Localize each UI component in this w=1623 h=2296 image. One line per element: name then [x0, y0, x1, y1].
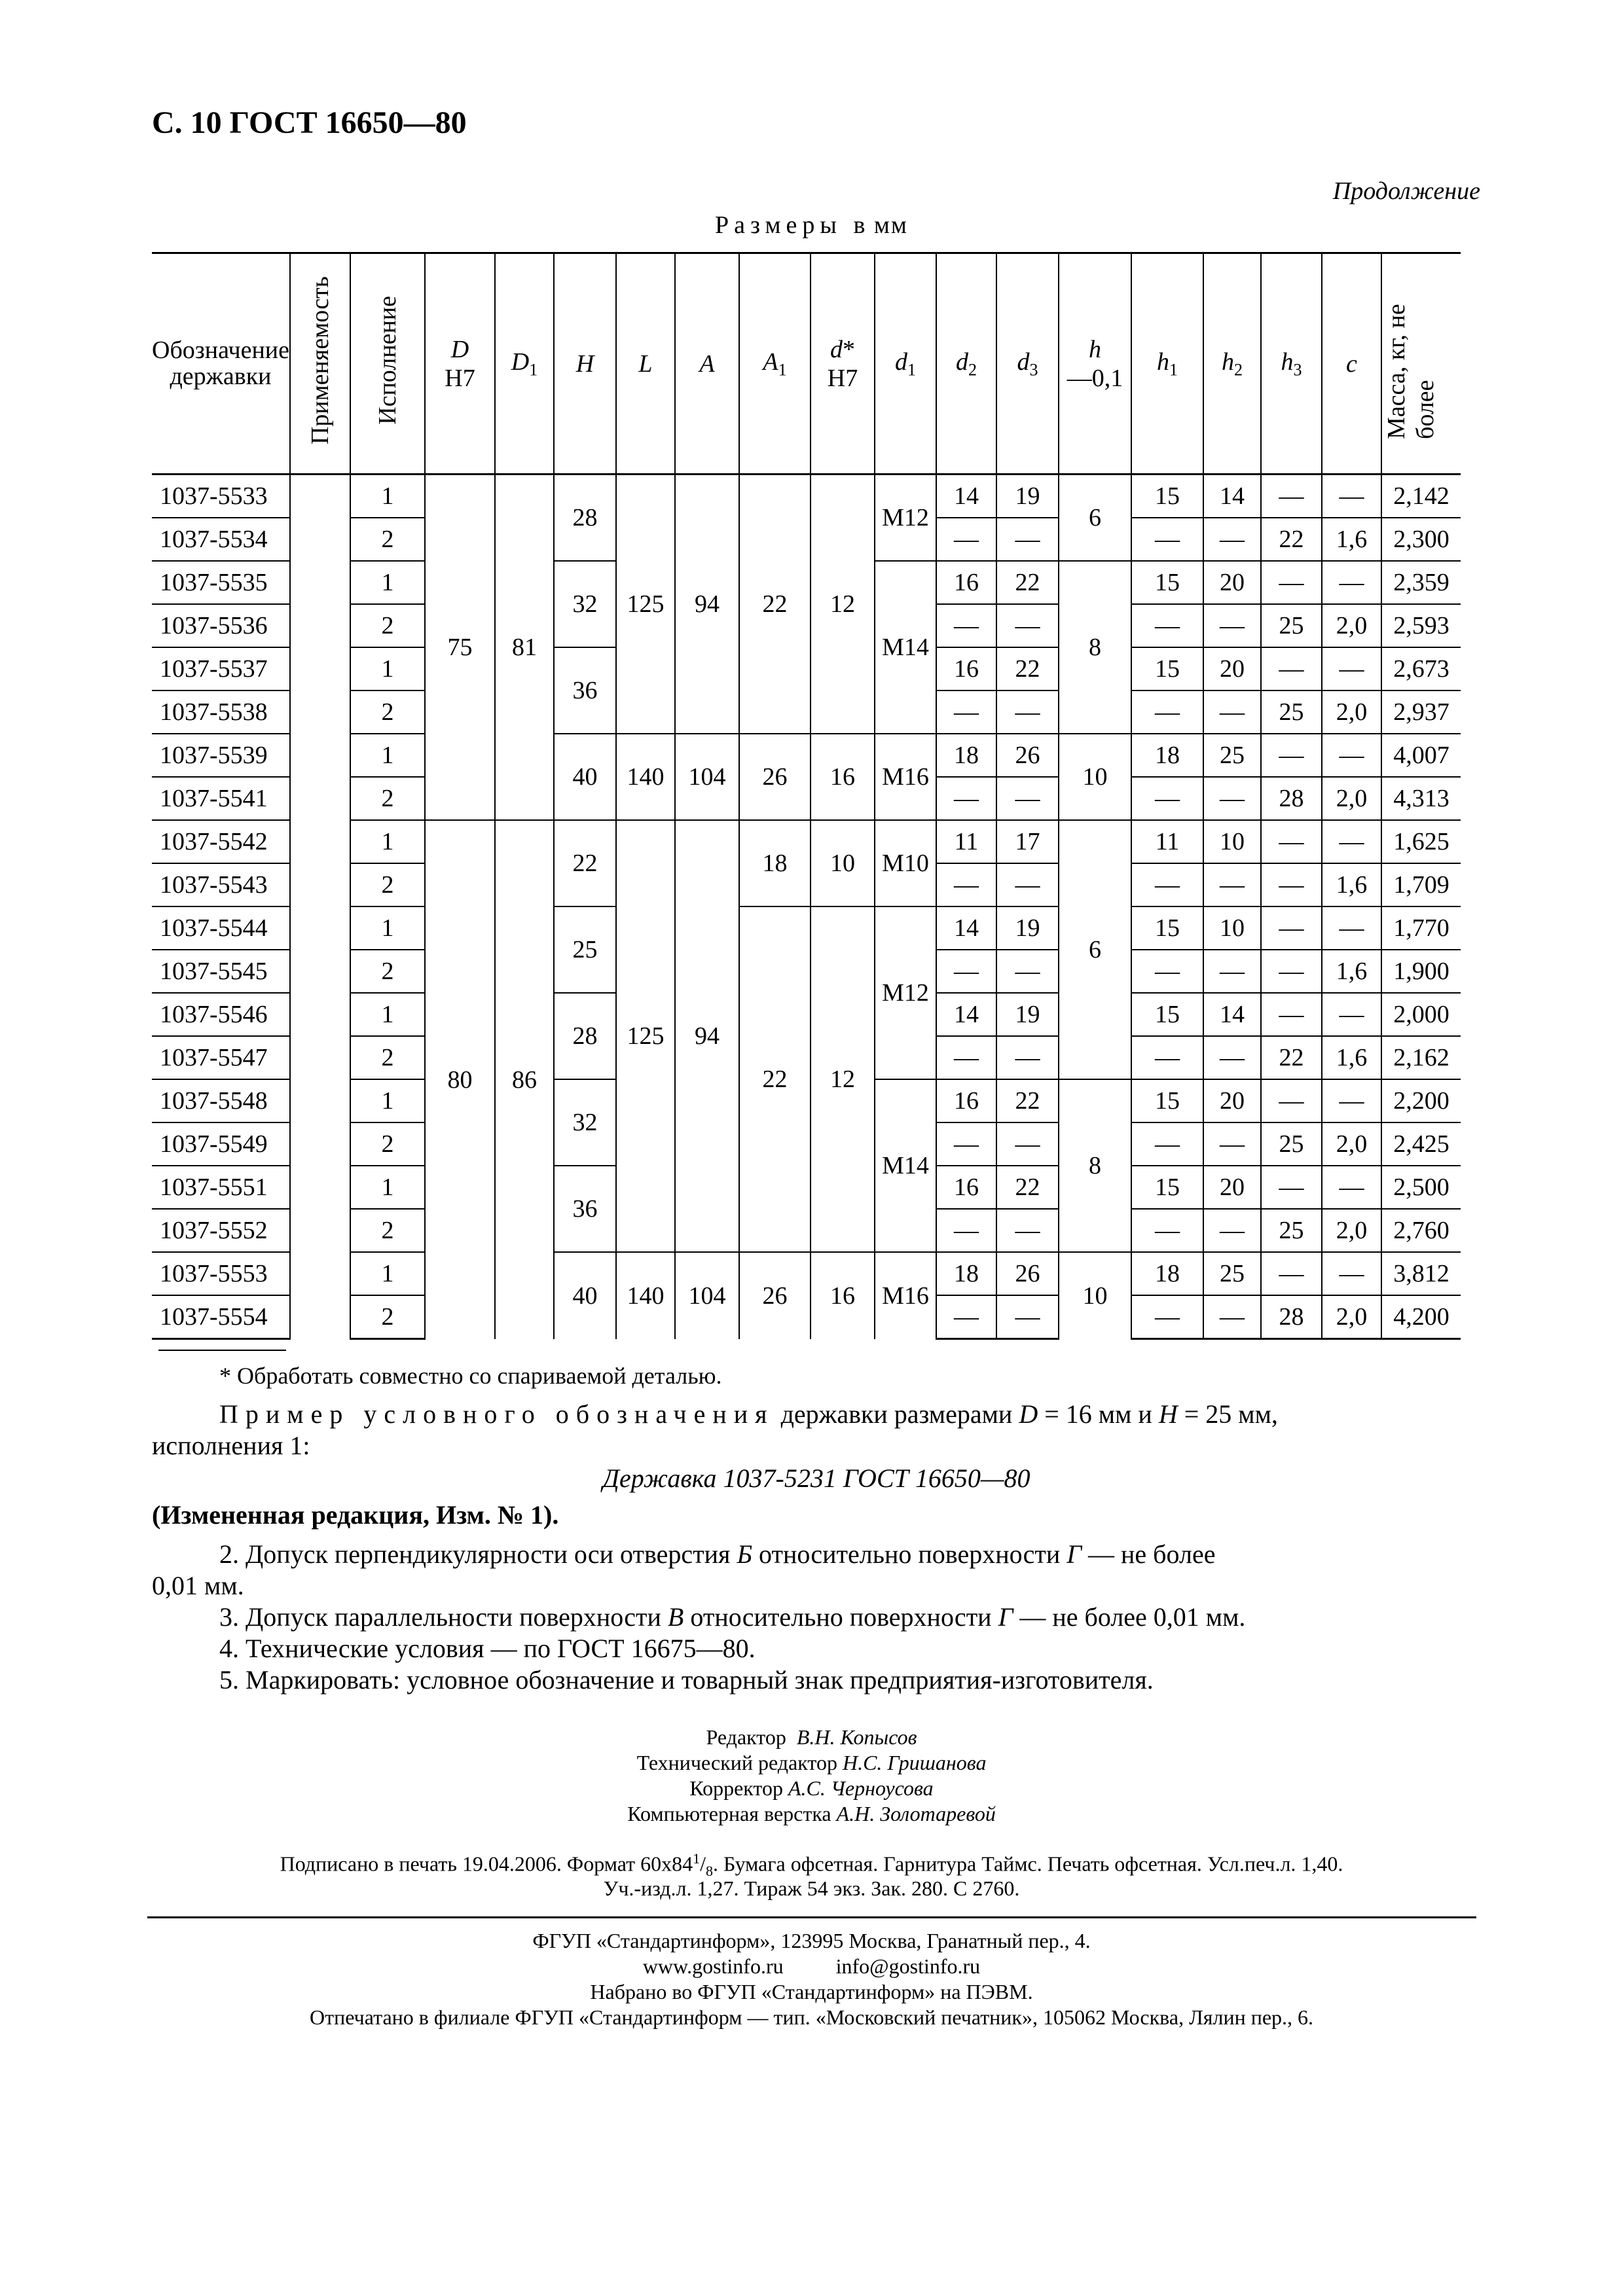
cell-c: —	[1322, 1079, 1381, 1122]
cell-h: 8	[1059, 1079, 1131, 1252]
cell-execution: 1	[350, 647, 425, 691]
cell-d2: —	[936, 777, 996, 820]
cell-c: 2,0	[1322, 691, 1381, 734]
cell-h1: 15	[1131, 993, 1203, 1036]
col-A: A	[675, 253, 739, 475]
col-applicability: Применяемость	[290, 253, 350, 475]
cell-d1: M12	[875, 475, 936, 562]
cell-h3: 22	[1261, 518, 1322, 561]
cell-d3: 22	[996, 647, 1059, 691]
cell-mass: 1,709	[1381, 863, 1461, 906]
cell-designation: 1037-5552	[152, 1209, 290, 1252]
cell-d: 12	[811, 906, 875, 1252]
cell-h1: 15	[1131, 647, 1203, 691]
cell-D1: 81	[495, 475, 554, 821]
cell-L: 125	[616, 820, 675, 1252]
cell-h2: —	[1203, 1036, 1261, 1079]
cell-A1: 26	[739, 734, 811, 820]
cell-d1: M12	[875, 906, 936, 1079]
cell-h3: —	[1261, 820, 1322, 863]
designation-example: Державка 1037-5231 ГОСТ 16650—80	[602, 1463, 1030, 1493]
cell-mass: 2,937	[1381, 691, 1461, 734]
cell-d3: —	[996, 1122, 1059, 1166]
cell-d2: —	[936, 604, 996, 647]
table-header-row	[152, 253, 1461, 475]
cell-H: 40	[554, 734, 616, 820]
cell-designation: 1037-5546	[152, 993, 290, 1036]
cell-L: 140	[616, 1252, 675, 1339]
cell-designation: 1037-5538	[152, 691, 290, 734]
cell-h3: 25	[1261, 1209, 1322, 1252]
cell-h2: —	[1203, 950, 1261, 993]
item-4: 4. Технические условия — по ГОСТ 16675—80.	[219, 1634, 756, 1663]
cell-H: 22	[554, 820, 616, 906]
cell-h2: 20	[1203, 1166, 1261, 1209]
cell-designation: 1037-5544	[152, 906, 290, 950]
cell-D1: 86	[495, 820, 554, 1339]
cell-mass: 2,000	[1381, 993, 1461, 1036]
cell-mass: 2,500	[1381, 1166, 1461, 1209]
cell-H: 36	[554, 1166, 616, 1252]
cell-mass: 2,760	[1381, 1209, 1461, 1252]
cell-mass: 2,593	[1381, 604, 1461, 647]
col-D: D Н7	[425, 253, 495, 475]
credit-editor: Редактор В.Н. Копысов	[706, 1725, 917, 1749]
cell-d1: M14	[875, 1079, 936, 1252]
cell-execution: 1	[350, 906, 425, 950]
cell-d: 16	[811, 1252, 875, 1339]
cell-H: 28	[554, 993, 616, 1079]
publisher-address: ФГУП «Стандартинформ», 123995 Москва, Гранатный пер., 4.	[532, 1929, 1091, 1952]
cell-d2: 16	[936, 561, 996, 604]
cell-c: 2,0	[1322, 777, 1381, 820]
cell-h1: 15	[1131, 906, 1203, 950]
cell-execution: 2	[350, 777, 425, 820]
cell-d3: 19	[996, 993, 1059, 1036]
cell-A1: 22	[739, 906, 811, 1252]
cell-d1: M14	[875, 561, 936, 734]
cell-designation: 1037-5542	[152, 820, 290, 863]
designation-example-line1	[219, 1399, 1483, 1429]
cell-d3: —	[996, 863, 1059, 906]
cell-h1: —	[1131, 950, 1203, 993]
cell-d: 16	[811, 734, 875, 820]
cell-c: —	[1322, 1252, 1381, 1295]
revision-note: (Измененная редакция, Изм. № 1).	[152, 1500, 559, 1530]
cell-h1: —	[1131, 1036, 1203, 1079]
cell-execution: 2	[350, 1122, 425, 1166]
cell-mass: 4,200	[1381, 1295, 1461, 1339]
cell-c: 2,0	[1322, 604, 1381, 647]
col-h1: $h_1$	[1131, 253, 1203, 475]
cell-d2: —	[936, 1209, 996, 1252]
cell-d1: M16	[875, 734, 936, 820]
cell-d2: 14	[936, 993, 996, 1036]
cell-d3: 22	[996, 1079, 1059, 1122]
cell-h1: 15	[1131, 561, 1203, 604]
cell-d3: 17	[996, 820, 1059, 863]
cell-h3: —	[1261, 647, 1322, 691]
designation-example-line2: исполнения 1:	[152, 1431, 310, 1460]
cell-h1: 15	[1131, 475, 1203, 518]
cell-A: 104	[675, 1252, 739, 1339]
cell-h2: 20	[1203, 1079, 1261, 1122]
credit-layout: Компьютерная верстка А.Н. Золотаревой	[627, 1802, 996, 1826]
footnote-divider	[158, 1350, 286, 1351]
cell-designation: 1037-5547	[152, 1036, 290, 1079]
cell-h3: 25	[1261, 1122, 1322, 1166]
cell-d3: —	[996, 604, 1059, 647]
cell-mass: 2,162	[1381, 1036, 1461, 1079]
cell-d3: 26	[996, 1252, 1059, 1295]
cell-d3: —	[996, 518, 1059, 561]
cell-d2: —	[936, 950, 996, 993]
cell-c: 2,0	[1322, 1295, 1381, 1339]
cell-d1: M16	[875, 1252, 936, 1339]
cell-d1: M10	[875, 820, 936, 906]
cell-h1: —	[1131, 518, 1203, 561]
cell-d3: —	[996, 1209, 1059, 1252]
cell-designation: 1037-5541	[152, 777, 290, 820]
cell-h3: —	[1261, 950, 1322, 993]
cell-h3: —	[1261, 863, 1322, 906]
cell-h2: 14	[1203, 993, 1261, 1036]
cell-H: 32	[554, 1079, 616, 1166]
cell-d2: 16	[936, 647, 996, 691]
cell-execution: 1	[350, 1079, 425, 1122]
cell-execution: 2	[350, 950, 425, 993]
imprint-line2: Уч.-изд.л. 1,27. Тираж 54 экз. Зак. 280. С 2760.	[603, 1876, 1020, 1900]
cell-A1: 22	[739, 475, 811, 734]
cell-h1: —	[1131, 777, 1203, 820]
cell-h2: 20	[1203, 561, 1261, 604]
cell-designation: 1037-5535	[152, 561, 290, 604]
cell-h: 10	[1059, 1252, 1131, 1339]
dimensions-caption	[0, 211, 1623, 240]
cell-h2: 10	[1203, 906, 1261, 950]
imprint-divider	[147, 1916, 1476, 1918]
cell-D: 80	[425, 820, 495, 1339]
publisher-website[interactable]: www.gostinfo.ru	[642, 1954, 784, 1978]
col-A1: $A_1$	[739, 253, 811, 475]
cell-h3: —	[1261, 1079, 1322, 1122]
dims-caption-unit: в мм	[853, 211, 908, 239]
cell-h2: 10	[1203, 820, 1261, 863]
cell-L: 140	[616, 734, 675, 820]
printed-note: Отпечатано в филиале ФГУП «Стандартинформ — тип. «Московский печатник», 105062 Москва, Лялин пер., 6.	[309, 2005, 1314, 2029]
cell-execution: 2	[350, 604, 425, 647]
typeset-note: Набрано во ФГУП «Стандартинформ» на ПЭВМ.	[590, 1980, 1033, 2003]
cell-h1: —	[1131, 1209, 1203, 1252]
cell-D: 75	[425, 475, 495, 821]
cell-A: 104	[675, 734, 739, 820]
cell-h1: —	[1131, 863, 1203, 906]
cell-h3: 28	[1261, 777, 1322, 820]
example-D-value: = 16 мм и	[1038, 1399, 1159, 1429]
cell-d2: —	[936, 1122, 996, 1166]
cell-h2: —	[1203, 518, 1261, 561]
example-H-symbol: H	[1158, 1399, 1178, 1429]
cell-c: —	[1322, 1166, 1381, 1209]
cell-h2: 25	[1203, 734, 1261, 777]
cell-h2: —	[1203, 691, 1261, 734]
cell-A1: 18	[739, 820, 811, 906]
cell-d2: —	[936, 1295, 996, 1339]
cell-h: 10	[1059, 734, 1131, 820]
cell-A1: 26	[739, 1252, 811, 1339]
cell-execution: 2	[350, 1036, 425, 1079]
cell-d3: —	[996, 777, 1059, 820]
cell-h3: 25	[1261, 604, 1322, 647]
cell-c: 1,6	[1322, 518, 1381, 561]
cell-h2: —	[1203, 1209, 1261, 1252]
item-3: 3. Допуск параллельности поверхности В относительно поверхности Г — не более 0,01 мм.	[219, 1602, 1246, 1632]
credits	[0, 1725, 1623, 1827]
cell-H: 25	[554, 906, 616, 993]
cell-designation: 1037-5553	[152, 1252, 290, 1295]
cell-c: —	[1322, 647, 1381, 691]
cell-H: 36	[554, 647, 616, 734]
cell-designation: 1037-5545	[152, 950, 290, 993]
cell-mass: 1,900	[1381, 950, 1461, 993]
cell-d2: 18	[936, 734, 996, 777]
continuation-label: Продолжение	[1332, 177, 1480, 205]
cell-execution: 2	[350, 1209, 425, 1252]
cell-c: 1,6	[1322, 1036, 1381, 1079]
cell-d: 10	[811, 820, 875, 906]
cell-h2: —	[1203, 777, 1261, 820]
cell-d3: —	[996, 1036, 1059, 1079]
cell-c: —	[1322, 734, 1381, 777]
cell-h3: —	[1261, 1252, 1322, 1295]
col-mass: Масса, кг, не более	[1381, 253, 1461, 475]
cell-execution: 1	[350, 820, 425, 863]
cell-A: 94	[675, 475, 739, 734]
cell-h1: 15	[1131, 1079, 1203, 1122]
cell-h3: —	[1261, 475, 1322, 518]
cell-c: —	[1322, 820, 1381, 863]
cell-h1: —	[1131, 1295, 1203, 1339]
cell-execution: 1	[350, 993, 425, 1036]
cell-d2: —	[936, 1036, 996, 1079]
cell-L: 125	[616, 475, 675, 734]
cell-execution: 1	[350, 475, 425, 518]
col-h3: $h_3$	[1261, 253, 1322, 475]
cell-designation: 1037-5536	[152, 604, 290, 647]
cell-execution: 2	[350, 691, 425, 734]
col-h: h —0,1	[1059, 253, 1131, 475]
item-2-line2: 0,01 мм.	[152, 1571, 244, 1600]
cell-h2: —	[1203, 604, 1261, 647]
cell-c: —	[1322, 906, 1381, 950]
cell-c: 1,6	[1322, 950, 1381, 993]
cell-h2: 14	[1203, 475, 1261, 518]
cell-execution: 2	[350, 863, 425, 906]
cell-execution: 1	[350, 734, 425, 777]
cell-mass: 2,425	[1381, 1122, 1461, 1166]
col-d3: $d_3$	[996, 253, 1059, 475]
cell-d3: —	[996, 950, 1059, 993]
footnote-text: * Обработать совместно со спариваемой деталью.	[219, 1363, 722, 1389]
cell-h1: —	[1131, 604, 1203, 647]
cell-execution: 1	[350, 1252, 425, 1295]
cell-c: —	[1322, 993, 1381, 1036]
cell-h: 6	[1059, 475, 1131, 562]
cell-c: 2,0	[1322, 1122, 1381, 1166]
cell-mass: 3,812	[1381, 1252, 1461, 1295]
cell-h3: 22	[1261, 1036, 1322, 1079]
cell-h3: —	[1261, 1166, 1322, 1209]
credit-tech-editor: Технический редактор Н.С. Гришанова	[636, 1751, 987, 1775]
cell-A: 94	[675, 820, 739, 1252]
cell-designation: 1037-5548	[152, 1079, 290, 1122]
credit-corrector: Корректор А.С. Черноусова	[689, 1776, 934, 1801]
cell-d2: 16	[936, 1166, 996, 1209]
cell-designation: 1037-5551	[152, 1166, 290, 1209]
cell-designation: 1037-5534	[152, 518, 290, 561]
holder-dimensions-table	[152, 252, 1461, 1340]
cell-d2: 11	[936, 820, 996, 863]
cell-mass: 1,770	[1381, 906, 1461, 950]
cell-c: —	[1322, 475, 1381, 518]
cell-d2: —	[936, 691, 996, 734]
cell-h3: —	[1261, 993, 1322, 1036]
col-d1: $d_1$	[875, 253, 936, 475]
cell-c: —	[1322, 561, 1381, 604]
item-5: 5. Маркировать: условное обозначение и товарный знак предприятия-изготовителя.	[219, 1665, 1154, 1695]
cell-d3: 22	[996, 561, 1059, 604]
cell-designation: 1037-5554	[152, 1295, 290, 1339]
cell-d3: 19	[996, 906, 1059, 950]
item-2-line1: 2. Допуск перпендикулярности оси отверстия Б относительно поверхности Г — не более	[219, 1539, 1216, 1569]
cell-h3: —	[1261, 561, 1322, 604]
dims-caption-word: Размеры	[715, 211, 842, 239]
cell-c: 1,6	[1322, 863, 1381, 906]
publisher-email[interactable]: info@gostinfo.ru	[835, 1954, 981, 1978]
publisher-contacts	[0, 1954, 1623, 1979]
cell-designation: 1037-5539	[152, 734, 290, 777]
cell-execution: 1	[350, 1166, 425, 1209]
cell-h: 8	[1059, 561, 1131, 734]
cell-h3: —	[1261, 906, 1322, 950]
cell-mass: 2,142	[1381, 475, 1461, 518]
cell-execution: 1	[350, 561, 425, 604]
cell-h1: 15	[1131, 1166, 1203, 1209]
cell-h3: 28	[1261, 1295, 1322, 1339]
cell-designation: 1037-5549	[152, 1122, 290, 1166]
cell-d2: 14	[936, 906, 996, 950]
cell-mass: 2,359	[1381, 561, 1461, 604]
cell-h2: —	[1203, 1295, 1261, 1339]
col-d: d* Н7	[811, 253, 875, 475]
cell-mass: 2,673	[1381, 647, 1461, 691]
cell-designation: 1037-5537	[152, 647, 290, 691]
cell-c: 2,0	[1322, 1209, 1381, 1252]
example-H-value: = 25 мм,	[1177, 1399, 1278, 1429]
page-header: С. 10 ГОСТ 16650—80	[152, 105, 467, 140]
table-row	[152, 475, 1461, 518]
cell-h3: —	[1261, 734, 1322, 777]
example-text: державки размерами	[774, 1399, 1019, 1429]
cell-mass: 4,007	[1381, 734, 1461, 777]
cell-d: 12	[811, 475, 875, 734]
cell-d3: 26	[996, 734, 1059, 777]
cell-execution: 2	[350, 1295, 425, 1339]
cell-d2: 14	[936, 475, 996, 518]
cell-h: 6	[1059, 820, 1131, 1079]
col-designation: Обозначение державки	[152, 253, 290, 475]
cell-d3: —	[996, 691, 1059, 734]
cell-d2: 18	[936, 1252, 996, 1295]
col-c: c	[1322, 253, 1381, 475]
cell-mass: 1,625	[1381, 820, 1461, 863]
cell-H: 32	[554, 561, 616, 647]
cell-d3: 22	[996, 1166, 1059, 1209]
example-lead: Пример условного обозначения	[219, 1399, 775, 1429]
cell-d3: 19	[996, 475, 1059, 518]
col-L: L	[616, 253, 675, 475]
cell-h2: —	[1203, 1122, 1261, 1166]
col-H: H	[554, 253, 616, 475]
cell-designation: 1037-5543	[152, 863, 290, 906]
col-h2: $h_2$	[1203, 253, 1261, 475]
cell-h2: 20	[1203, 647, 1261, 691]
cell-execution: 2	[350, 518, 425, 561]
cell-h1: 18	[1131, 1252, 1203, 1295]
cell-mass: 4,313	[1381, 777, 1461, 820]
cell-mass: 2,200	[1381, 1079, 1461, 1122]
cell-designation: 1037-5533	[152, 475, 290, 518]
cell-H: 40	[554, 1252, 616, 1339]
cell-h2: 25	[1203, 1252, 1261, 1295]
col-execution: Исполнение	[350, 253, 425, 475]
cell-H: 28	[554, 475, 616, 562]
cell-d2: 16	[936, 1079, 996, 1122]
cell-d2: —	[936, 863, 996, 906]
col-d2: $d_2$	[936, 253, 996, 475]
cell-d2: —	[936, 518, 996, 561]
cell-h1: —	[1131, 1122, 1203, 1166]
example-D-symbol: D	[1019, 1399, 1038, 1429]
imprint-line1: Подписано в печать 19.04.2006. Формат $60х84^1/_8$. Бумага офсетная. Гарнитура Таймс. Печать офсетная. Усл.печ.л. 1,40.	[280, 1850, 1343, 1880]
cell-d3: —	[996, 1295, 1059, 1339]
cell-h1: 11	[1131, 820, 1203, 863]
cell-h2: —	[1203, 863, 1261, 906]
cell-applicability	[290, 475, 350, 1339]
cell-h1: —	[1131, 691, 1203, 734]
cell-h3: 25	[1261, 691, 1322, 734]
cell-mass: 2,300	[1381, 518, 1461, 561]
cell-h1: 18	[1131, 734, 1203, 777]
col-D1: $D_1$	[495, 253, 554, 475]
